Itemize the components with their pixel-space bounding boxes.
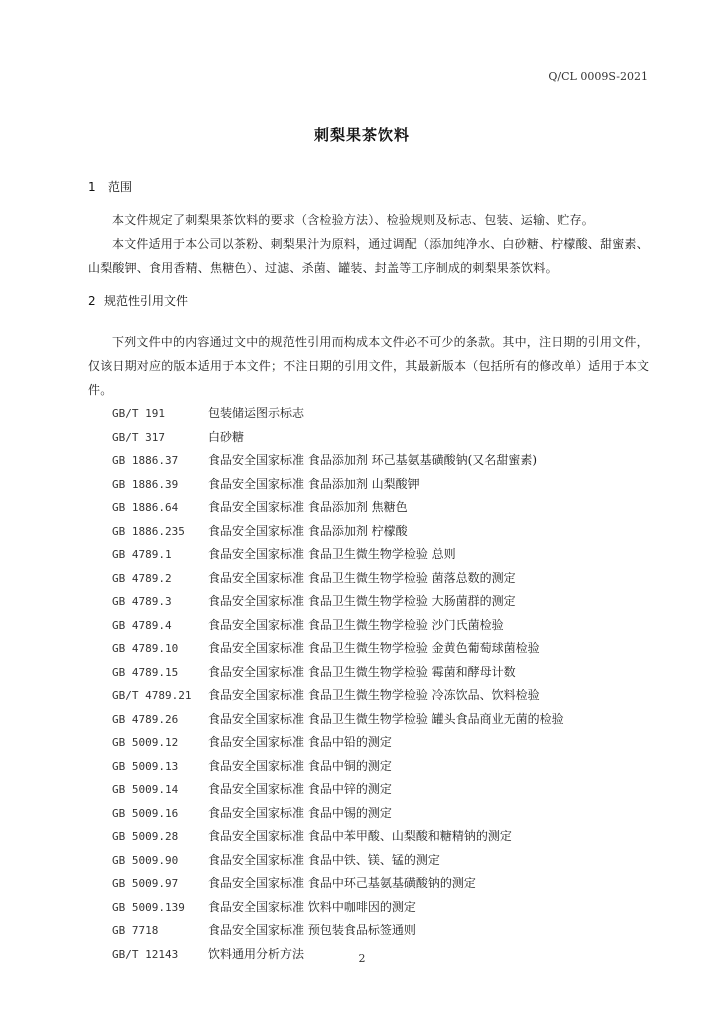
reference-code: GB 1886.64 bbox=[112, 501, 179, 514]
document-code: Q/CL 0009S-2021 bbox=[548, 70, 648, 83]
reference-title: 食品安全国家标准 食品中锡的测定 bbox=[208, 805, 392, 820]
reference-code: GB/T 12143 bbox=[112, 947, 179, 961]
reference-item bbox=[112, 543, 652, 567]
reference-item bbox=[112, 778, 652, 802]
reference-item bbox=[112, 590, 652, 614]
reference-code: GB 4789.2 bbox=[112, 571, 172, 585]
reference-title: 食品安全国家标准 食品添加剂 山梨酸钾 bbox=[208, 476, 420, 491]
reference-title: 白砂糖 bbox=[208, 429, 245, 444]
reference-item bbox=[112, 449, 652, 473]
reference-list bbox=[112, 402, 652, 966]
reference-title: 食品安全国家标准 食品卫生微生物学检验 大肠菌群的测定 bbox=[208, 594, 516, 608]
reference-item bbox=[112, 661, 652, 685]
reference-item bbox=[112, 426, 652, 450]
reference-title: 食品安全国家标准 食品卫生微生物学检验 金黄色葡萄球菌检验 bbox=[208, 641, 540, 655]
reference-title: 食品安全国家标准 饮料中咖啡因的测定 bbox=[208, 899, 416, 914]
reference-item bbox=[112, 496, 652, 520]
reference-code: GB/T 4789.21 bbox=[112, 689, 192, 702]
reference-title: 食品安全国家标准 食品卫生微生物学检验 霉菌和酵母计数 bbox=[208, 664, 516, 679]
reference-code: GB 1886.235 bbox=[112, 524, 185, 538]
reference-title: 食品安全国家标准 食品卫生微生物学检验 沙门氏菌检验 bbox=[208, 617, 504, 632]
reference-title: 食品安全国家标准 食品添加剂 环己基氨基磺酸钠(又名甜蜜素) bbox=[208, 453, 537, 467]
reference-title: 食品安全国家标准 食品添加剂 焦糖色 bbox=[208, 500, 408, 514]
reference-item bbox=[112, 520, 652, 544]
reference-code: GB 4789.4 bbox=[112, 618, 172, 632]
reference-title: 食品安全国家标准 食品中铜的测定 bbox=[208, 758, 392, 773]
reference-item bbox=[112, 567, 652, 591]
reference-item bbox=[112, 684, 652, 708]
section-number: 2 bbox=[88, 294, 96, 308]
reference-item bbox=[112, 731, 652, 755]
page-number: 2 bbox=[358, 952, 366, 965]
reference-code: GB 1886.37 bbox=[112, 454, 179, 467]
reference-item bbox=[112, 402, 652, 426]
reference-code: GB 4789.10 bbox=[112, 642, 179, 655]
reference-code: GB 4789.26 bbox=[112, 712, 179, 726]
reference-code: GB 5009.14 bbox=[112, 783, 179, 796]
section-heading-scope bbox=[88, 178, 132, 195]
section-title: 规范性引用文件 bbox=[104, 294, 189, 308]
scope-paragraph-2: 本文件适用于本公司以茶粉、刺梨果汁为原料，通过调配（添加纯净水、白砂糖、柠檬酸、甜蜜素、山梨酸钾、食用香精、焦糖色）、过滤、杀菌、罐装、封盖等工序制成的刺梨果茶饮料。 bbox=[88, 237, 649, 275]
reference-code: GB 7718 bbox=[112, 924, 159, 937]
reference-title: 食品安全国家标准 食品添加剂 柠檬酸 bbox=[208, 523, 408, 538]
reference-title: 包装储运图示标志 bbox=[208, 406, 305, 420]
section-heading-normative-references bbox=[88, 292, 188, 309]
reference-item bbox=[112, 473, 652, 497]
reference-code: GB 5009.28 bbox=[112, 830, 179, 843]
reference-code: GB 5009.90 bbox=[112, 853, 179, 867]
section-title: 范围 bbox=[108, 180, 133, 194]
reference-item bbox=[112, 708, 652, 732]
reference-code: GB 4789.3 bbox=[112, 595, 172, 608]
reference-code: GB 5009.13 bbox=[112, 759, 179, 773]
scope-paragraph-1: 本文件规定了刺梨果茶饮料的要求（含检验方法）、检验规则及标志、包装、运输、贮存。 bbox=[112, 213, 595, 227]
reference-code: GB 1886.39 bbox=[112, 477, 179, 491]
reference-item bbox=[112, 614, 652, 638]
reference-title: 食品安全国家标准 食品卫生微生物学检验 菌落总数的测定 bbox=[208, 570, 516, 585]
reference-code: GB/T 191 bbox=[112, 407, 165, 420]
reference-code: GB/T 317 bbox=[112, 430, 165, 444]
document-title: 刺梨果茶饮料 bbox=[313, 126, 410, 144]
reference-item bbox=[112, 896, 652, 920]
reference-item bbox=[112, 802, 652, 826]
reference-title: 食品安全国家标准 预包装食品标签通则 bbox=[208, 923, 416, 937]
reference-title: 食品安全国家标准 食品中铅的测定 bbox=[208, 735, 392, 749]
reference-code: GB 4789.15 bbox=[112, 665, 179, 679]
reference-title: 食品安全国家标准 食品中环己基氨基磺酸钠的测定 bbox=[208, 876, 476, 890]
section-number: 1 bbox=[88, 180, 96, 194]
reference-title: 食品安全国家标准 食品中锌的测定 bbox=[208, 782, 392, 796]
reference-title: 食品安全国家标准 食品卫生微生物学检验 总则 bbox=[208, 547, 456, 561]
reference-item bbox=[112, 919, 652, 943]
reference-title: 食品安全国家标准 食品卫生微生物学检验 罐头食品商业无菌的检验 bbox=[208, 711, 564, 726]
reference-item bbox=[112, 872, 652, 896]
reference-code: GB 5009.16 bbox=[112, 806, 179, 820]
reference-title: 食品安全国家标准 食品中铁、镁、锰的测定 bbox=[208, 852, 440, 867]
reference-code: GB 5009.12 bbox=[112, 736, 179, 749]
reference-item bbox=[112, 755, 652, 779]
reference-code: GB 5009.139 bbox=[112, 900, 185, 914]
reference-item bbox=[112, 849, 652, 873]
reference-item bbox=[112, 637, 652, 661]
reference-code: GB 4789.1 bbox=[112, 548, 172, 561]
references-intro-paragraph: 下列文件中的内容通过文中的规范性引用而构成本文件必不可少的条款。其中，注日期的引用文件，仅该日期对应的版本适用于本文件；不注日期的引用文件，其最新版本（包括所有的修改单）适用于本文件。 bbox=[88, 335, 650, 397]
reference-code: GB 5009.97 bbox=[112, 877, 179, 890]
reference-title: 食品安全国家标准 食品卫生微生物学检验 冷冻饮品、饮料检验 bbox=[208, 688, 540, 702]
reference-title: 饮料通用分析方法 bbox=[208, 946, 305, 961]
reference-item bbox=[112, 825, 652, 849]
reference-title: 食品安全国家标准 食品中苯甲酸、山梨酸和糖精钠的测定 bbox=[208, 829, 512, 843]
